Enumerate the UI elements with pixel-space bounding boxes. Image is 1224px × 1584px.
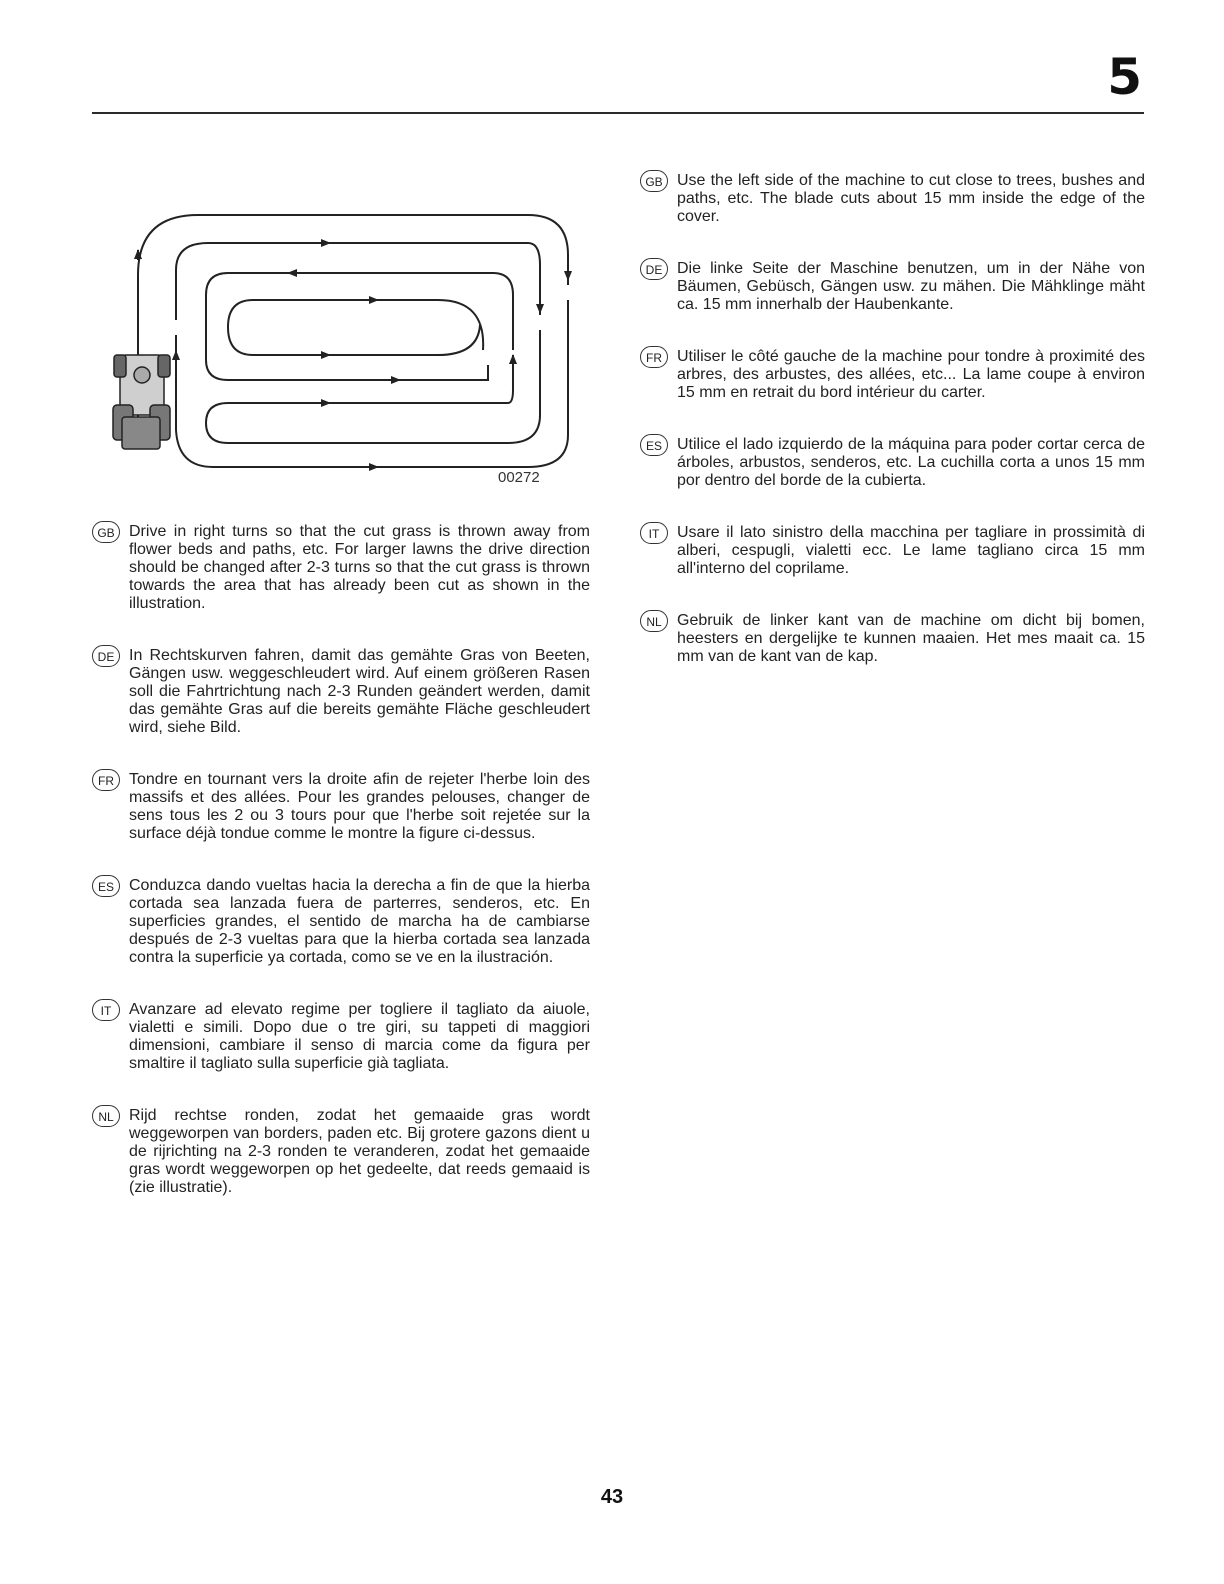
paragraph-left-es [92,877,590,967]
paragraph-text: Avanzare ad elevato regime per togliere il tagliato da aiuole, vialetti e simili. Dopo due o tre giri, su tappeti di maggiori dimensioni, cambiare il senso di marcia come da figura per smaltire il tagliato sulla superficie già tagliata. [129,1001,590,1072]
mowing-path-loop-2 [176,243,540,320]
paragraph-text: Conduzca dando vueltas hacia la derecha a fin de que la hierba cortada sea lanzada fuera de parterres, senderos, etc. En superficies grandes, el sentido de marcha ha de cambiarse después de 2-3 vueltas para que la hierba cortada sea lanzada contra la superficie ya cortada, como se ve en la ilustración. [129,877,590,966]
mowing-path-loop-3 [206,273,513,380]
paragraph-text: Gebruik de linker kant van de machine om dicht bij bomen, heesters en dergelijke te kunnen maaien. Het mes maait ca. 15 mm van de kant van de kap. [677,612,1145,665]
language-badge-it: IT [92,999,120,1021]
language-badge-es: ES [640,434,668,456]
paragraph-left-fr [92,771,590,843]
paragraph-left-it [92,1001,590,1073]
language-badge-nl: NL [92,1105,120,1127]
paragraph-right-nl [640,612,1145,666]
paragraph-right-fr [640,348,1145,402]
chapter-number: 5 [1107,48,1142,106]
language-badge-es: ES [92,875,120,897]
mowing-path-inner [228,300,483,355]
paragraph-left-nl [92,1107,590,1197]
language-badge-gb: GB [640,170,668,192]
right-column [640,172,1145,700]
paragraph-left-de [92,647,590,737]
mowing-path-outer-top [138,215,568,445]
language-badge-fr: FR [92,769,120,791]
page-number: 43 [600,1486,624,1508]
paragraph-right-gb [640,172,1145,226]
mowing-path-outer [176,300,568,467]
paragraph-text: Rijd rechtse ronden, zodat het gemaaide gras wordt weggeworpen van borders, paden etc. Bij grotere gazons dient u de rijrichting na 2-3 ronden te veranderen, zodat het gemaaide gras wordt weggeworpen op het gedeelte, dat reeds gemaaid is (zie illustratie). [129,1107,590,1196]
paragraph-text: In Rechtskurven fahren, damit das gemähte Gras von Beeten, Gängen usw. weggeschleudert wird. Auf einem größeren Rasen soll die Fahrtrichtung nach 2-3 Runden geändert werden, damit das gemähte Gras auf die bereits gemähte Fläche geschleudert wird, siehe Bild. [129,647,590,736]
language-badge-de: DE [640,258,668,280]
paragraph-right-de [640,260,1145,314]
header-rule [92,112,1144,114]
paragraph-left-gb [92,523,590,613]
paragraph-text: Usare il lato sinistro della macchina per tagliare in prossimità di alberi, cespugli, vialetti ecc. Le lame tagliano circa 15 mm all'interno del coprilame. [677,524,1145,577]
language-badge-nl: NL [640,610,668,632]
mowing-pattern-diagram [108,205,588,495]
language-badge-gb: GB [92,521,120,543]
paragraph-right-it [640,524,1145,578]
language-badge-it: IT [640,522,668,544]
paragraph-text: Die linke Seite der Maschine benutzen, um in der Nähe von Bäumen, Gebüsch, Gängen usw. zu mähen. Die Mähklinge mäht ca. 15 mm innerhalb der Haubenkante. [677,260,1145,313]
paragraph-text: Drive in right turns so that the cut grass is thrown away from flower beds and paths, etc. For larger lawns the drive direction should be changed after 2-3 turns so that the cut grass is thrown towards the area that has already been cut as shown in the illustration. [129,523,590,612]
tractor-icon [113,355,170,449]
mowing-path-loop-2b [206,330,540,443]
paragraph-right-es [640,436,1145,490]
paragraph-text: Use the left side of the machine to cut close to trees, bushes and paths, etc. The blade cuts about 15 mm inside the edge of the cover. [677,172,1145,225]
language-badge-de: DE [92,645,120,667]
paragraph-text: Utiliser le côté gauche de la machine pour tondre à proximité des arbres, des arbustes, des allées, etc... La lame coupe à environ 15 mm en retrait du bord intérieur du carter. [677,348,1145,401]
figure-code: 00272 [498,469,540,486]
left-column [92,523,590,1231]
paragraph-text: Tondre en tournant vers la droite afin de rejeter l'herbe loin des massifs et des allées. Pour les grandes pelouses, changer de sens tous les 2 ou 3 tours pour que l'herbe soit rejetée sur la surface déjà tondue comme le montre la figure ci-dessus. [129,771,590,842]
language-badge-fr: FR [640,346,668,368]
paragraph-text: Utilice el lado izquierdo de la máquina para poder cortar cerca de árboles, arbustos, senderos, etc. La cuchilla corta a unos 15 mm por dentro del borde de la cubierta. [677,436,1145,489]
